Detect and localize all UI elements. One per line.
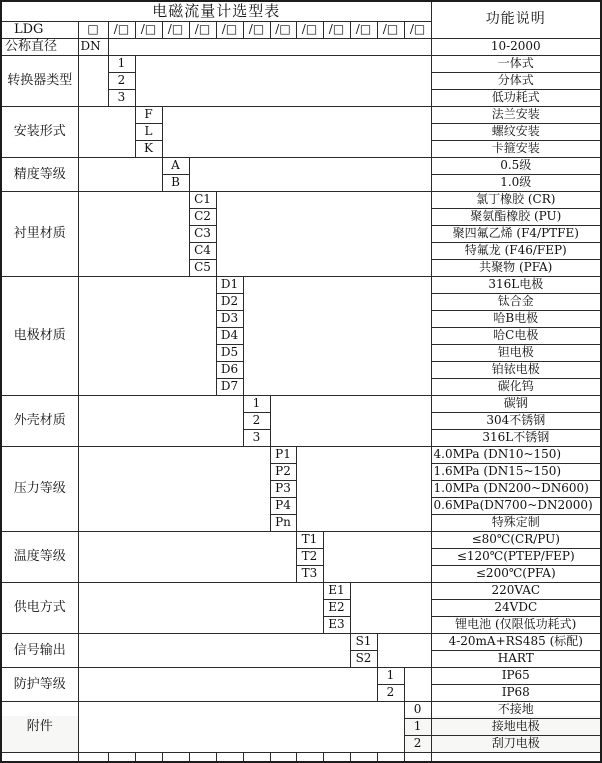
option-code: D6	[216, 361, 243, 378]
group-label: 附件	[1, 701, 78, 752]
option-code: C2	[189, 208, 216, 225]
empty-cell	[78, 667, 377, 701]
empty-cell	[78, 531, 296, 582]
option-code: 2	[404, 735, 431, 752]
empty-cell	[78, 446, 270, 531]
option-code: 3	[243, 429, 270, 446]
empty-cell	[189, 752, 216, 762]
option-desc: 304不锈钢	[431, 412, 601, 429]
option-desc: 锂电池 (仅限低功耗式)	[431, 616, 601, 633]
empty-cell	[78, 752, 108, 762]
option-desc: 一体式	[431, 55, 601, 72]
empty-cell	[78, 276, 216, 395]
option-desc: 1.0MPa (DN200~DN600)	[431, 480, 601, 497]
slot-checkbox: /□	[323, 21, 350, 38]
group-row	[1, 106, 601, 123]
slot-checkbox: /□	[350, 21, 377, 38]
option-desc: 螺纹安装	[431, 123, 601, 140]
group-label: 信号输出	[1, 633, 78, 667]
empty-cell	[270, 752, 296, 762]
option-desc: IP68	[431, 684, 601, 701]
option-code: A	[162, 157, 189, 174]
empty-cell	[377, 633, 431, 667]
option-code: P1	[270, 446, 296, 463]
empty-cell	[350, 582, 431, 633]
option-code: Pn	[270, 514, 296, 531]
option-desc: 不接地	[431, 701, 601, 718]
group-label: 公称直径	[1, 38, 78, 55]
slot-checkbox: /□	[404, 21, 431, 38]
group-label: 电极材质	[1, 276, 78, 395]
empty-cell	[162, 752, 189, 762]
option-desc: 分体式	[431, 72, 601, 89]
group-row	[1, 446, 601, 463]
option-code: 0	[404, 701, 431, 718]
option-desc: 卡箍安装	[431, 140, 601, 157]
empty-cell	[78, 395, 243, 446]
dn-checkbox: □	[78, 21, 108, 38]
option-code: E1	[323, 582, 350, 599]
group-row	[1, 157, 601, 174]
empty-cell	[78, 106, 135, 157]
group-label: 压力等级	[1, 446, 78, 531]
option-code: T3	[296, 565, 323, 582]
empty-cell	[404, 667, 431, 701]
option-code: C5	[189, 259, 216, 276]
group-label: 转换器类型	[1, 55, 78, 106]
slot-checkbox: /□	[135, 21, 162, 38]
option-code: S1	[350, 633, 377, 650]
option-code: D3	[216, 310, 243, 327]
option-desc: 10-2000	[431, 38, 601, 55]
group-label: 防护等级	[1, 667, 78, 701]
option-desc: 0.6MPa(DN700~DN2000)	[431, 497, 601, 514]
option-code: 1	[243, 395, 270, 412]
page-title: 电磁流量计选型表	[1, 1, 431, 21]
option-code: D7	[216, 378, 243, 395]
option-desc: 316L不锈钢	[431, 429, 601, 446]
option-desc: ≤120℃(PTEP/FEP)	[431, 548, 601, 565]
empty-cell	[404, 752, 431, 762]
slot-checkbox: /□	[377, 21, 404, 38]
empty-cell	[296, 446, 431, 531]
option-code: L	[135, 123, 162, 140]
group-row	[1, 276, 601, 293]
option-code: P2	[270, 463, 296, 480]
option-desc: 0.5级	[431, 157, 601, 174]
empty-cell	[78, 582, 323, 633]
empty-cell	[108, 38, 431, 55]
option-desc: 钛合金	[431, 293, 601, 310]
option-desc: 316L电极	[431, 276, 601, 293]
option-code: T1	[296, 531, 323, 548]
empty-cell	[135, 55, 431, 106]
group-row	[1, 582, 601, 599]
slot-checkbox: /□	[189, 21, 216, 38]
option-desc: 氯丁橡胶 (CR)	[431, 191, 601, 208]
option-code: C4	[189, 242, 216, 259]
group-label: 外壳材质	[1, 395, 78, 446]
option-desc: 哈C电极	[431, 327, 601, 344]
empty-cell	[78, 191, 189, 276]
bottom-tick-row	[1, 752, 601, 762]
option-desc: 刮刀电极	[431, 735, 601, 752]
option-code: P4	[270, 497, 296, 514]
slot-checkbox: /□	[296, 21, 323, 38]
slot-checkbox: /□	[243, 21, 270, 38]
option-code: 2	[243, 412, 270, 429]
empty-cell	[323, 531, 431, 582]
option-code: K	[135, 140, 162, 157]
empty-cell	[350, 752, 377, 762]
option-desc: 钽电极	[431, 344, 601, 361]
option-code: D4	[216, 327, 243, 344]
group-label: 衬里材质	[1, 191, 78, 276]
slot-checkbox: /□	[108, 21, 135, 38]
group-label: 供电方式	[1, 582, 78, 633]
option-desc: ≤200℃(PFA)	[431, 565, 601, 582]
option-desc: 聚四氟乙烯 (F4/PTFE)	[431, 225, 601, 242]
option-code: S2	[350, 650, 377, 667]
group-row	[1, 701, 601, 718]
option-code: C3	[189, 225, 216, 242]
slot-checkbox: /□	[270, 21, 296, 38]
option-desc: 碳钢	[431, 395, 601, 412]
empty-cell	[1, 752, 78, 762]
option-desc: 24VDC	[431, 599, 601, 616]
option-desc: 4.0MPa (DN10~150)	[431, 446, 601, 463]
option-desc: 哈B电极	[431, 310, 601, 327]
slot-checkbox: /□	[216, 21, 243, 38]
option-desc: 共聚物 (PFA)	[431, 259, 601, 276]
group-row	[1, 531, 601, 548]
empty-cell	[377, 752, 404, 762]
empty-cell	[216, 191, 431, 276]
option-code: 1	[108, 55, 135, 72]
option-desc: 1.0级	[431, 174, 601, 191]
empty-cell	[216, 752, 243, 762]
group-row	[1, 667, 601, 684]
option-code: T2	[296, 548, 323, 565]
empty-cell	[323, 752, 350, 762]
option-code: D1	[216, 276, 243, 293]
option-code: E3	[323, 616, 350, 633]
group-row	[1, 633, 601, 650]
empty-cell	[189, 157, 431, 191]
option-code: P3	[270, 480, 296, 497]
option-code: E2	[323, 599, 350, 616]
option-code: 3	[108, 89, 135, 106]
option-code: F	[135, 106, 162, 123]
function-header: 功能说明	[431, 1, 601, 38]
empty-cell	[78, 55, 108, 106]
empty-cell	[270, 395, 431, 446]
empty-cell	[243, 276, 431, 395]
group-label: 安装形式	[1, 106, 78, 157]
option-desc: 铂铱电极	[431, 361, 601, 378]
empty-cell	[135, 752, 162, 762]
option-code: 1	[404, 718, 431, 735]
slot-checkbox: /□	[162, 21, 189, 38]
group-label: 温度等级	[1, 531, 78, 582]
empty-cell	[78, 701, 404, 752]
empty-cell	[78, 157, 162, 191]
option-code: 2	[108, 72, 135, 89]
option-desc: 特氟龙 (F46/FEP)	[431, 242, 601, 259]
option-desc: 特殊定制	[431, 514, 601, 531]
empty-cell	[243, 752, 270, 762]
option-desc: 碳化钨	[431, 378, 601, 395]
option-code: D5	[216, 344, 243, 361]
option-code: DN	[78, 38, 108, 55]
diameter-row	[1, 38, 601, 55]
option-desc: 法兰安装	[431, 106, 601, 123]
title-row	[1, 1, 601, 21]
option-desc: 1.6MPa (DN15~150)	[431, 463, 601, 480]
option-desc: 接地电极	[431, 718, 601, 735]
option-desc: IP65	[431, 667, 601, 684]
option-desc: HART	[431, 650, 601, 667]
option-code: C1	[189, 191, 216, 208]
group-row	[1, 191, 601, 208]
group-row	[1, 395, 601, 412]
option-code: D2	[216, 293, 243, 310]
empty-cell	[296, 752, 323, 762]
empty-cell	[431, 752, 601, 762]
option-code: B	[162, 174, 189, 191]
empty-cell	[108, 752, 135, 762]
empty-cell	[78, 633, 350, 667]
option-code: 2	[377, 684, 404, 701]
group-row	[1, 55, 601, 72]
option-desc: 220VAC	[431, 582, 601, 599]
group-label: 精度等级	[1, 157, 78, 191]
option-desc: 聚氨酯橡胶 (PU)	[431, 208, 601, 225]
option-desc: ≤80℃(CR/PU)	[431, 531, 601, 548]
empty-cell	[162, 106, 431, 157]
option-desc: 低功耗式	[431, 89, 601, 106]
option-desc: 4-20mA+RS485 (标配)	[431, 633, 601, 650]
option-code: 1	[377, 667, 404, 684]
model-prefix: LDG	[1, 21, 78, 38]
